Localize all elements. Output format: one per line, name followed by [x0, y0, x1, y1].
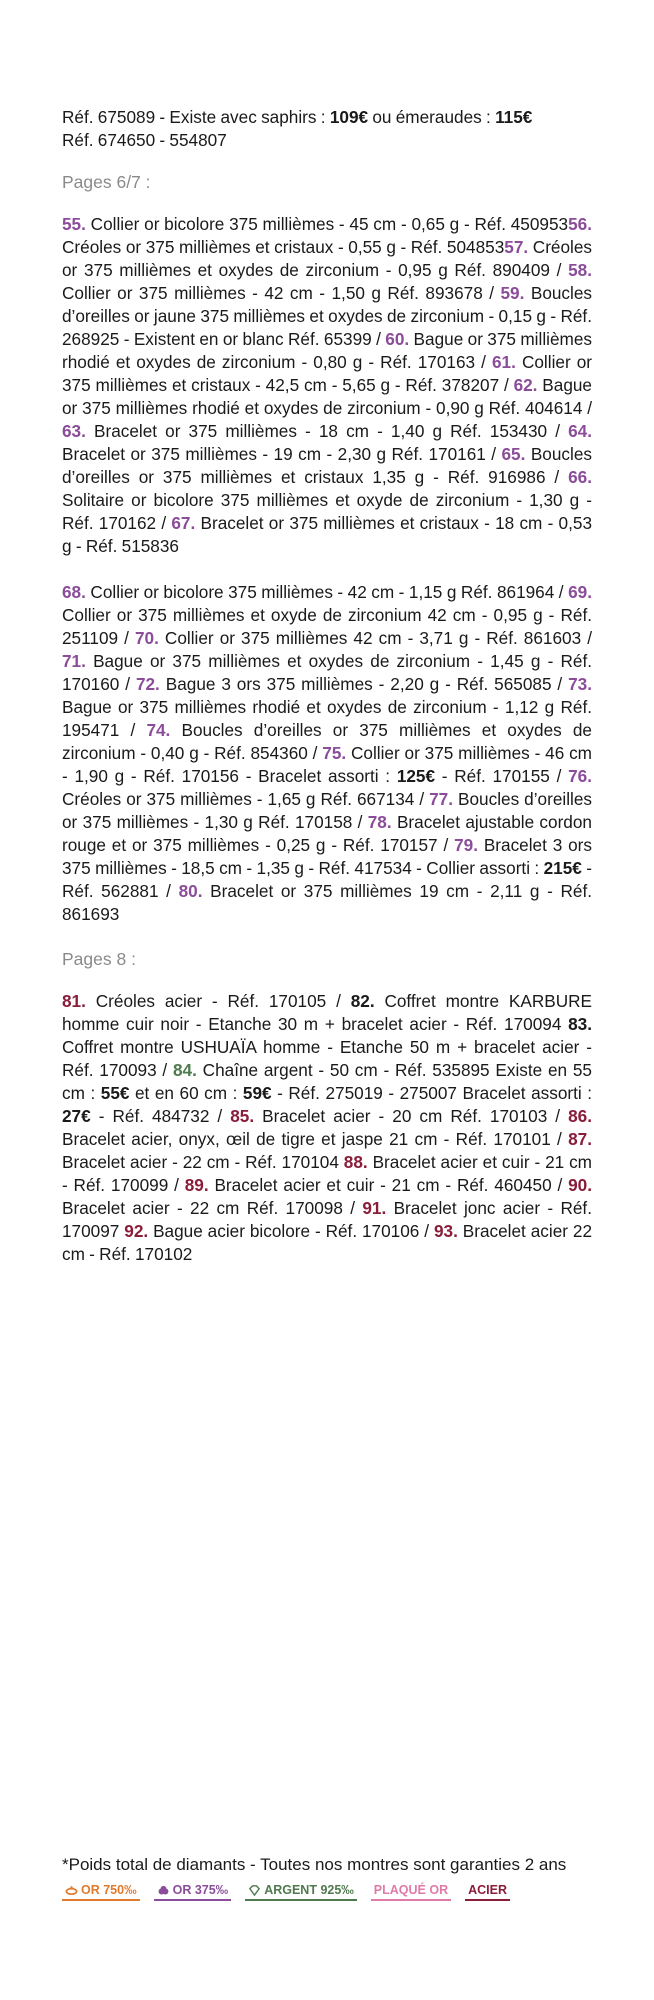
ring-icon — [65, 1885, 78, 1896]
price-emerald: 115€ — [495, 107, 533, 127]
item-description: Bague acier bicolore - Réf. 170106 / — [148, 1221, 434, 1241]
item-number: 91. — [362, 1198, 387, 1218]
item-number: 89. — [184, 1175, 209, 1195]
legend-label: OR 750‰ — [81, 1883, 137, 1897]
item-number: 60. — [385, 329, 410, 349]
item-number: 57. — [504, 237, 529, 257]
item-description: Collier or 375 millièmes et cristaux - 42,5 cm - 5,65 g - Réf. 378207 / — [62, 352, 593, 395]
item-description: Boucles d’oreilles or 375 millièmes - 1,30 g Réf. 170158 / — [62, 789, 592, 832]
intro-text: Réf. 675089 - Existe avec saphirs : — [62, 107, 330, 127]
item-description: Bracelet acier - 22 cm - Réf. 170104 — [62, 1152, 344, 1172]
item-description: Bracelet 3 ors 375 millièmes - 18,5 cm - 1,35 g - Réf. 417534 - Collier assorti : — [62, 835, 592, 878]
item-number: 86. — [568, 1106, 593, 1126]
item-description: - Réf. 484732 / — [90, 1106, 231, 1126]
legend-label: PLAQUÉ OR — [373, 1883, 449, 1897]
item-description: Bracelet ajustable cordon rouge et or 375 millièmes - 0,25 g - Réf. 170157 / — [62, 812, 592, 855]
intro-ref-line: Réf. 674650 - 554807 — [62, 130, 227, 150]
item-description: Collier or 375 millièmes - 46 cm - 1,90 g - Réf. 170156 - Bracelet assorti : — [62, 743, 592, 786]
item-price: 59€ — [242, 1083, 272, 1103]
item-number: 78. — [367, 812, 392, 832]
item-number: 93. — [433, 1221, 458, 1241]
legend-acier — [465, 1883, 510, 1901]
item-number: 67. — [171, 513, 196, 533]
item-description: Collier or bicolore 375 millièmes - 45 cm - 0,65 g - Réf. 450953 — [85, 214, 569, 234]
paragraph-pages-6-7-b — [62, 581, 592, 926]
legend-argent-925 — [245, 1883, 357, 1901]
item-description: Bracelet acier 22 cm - Réf. 170102 — [62, 1221, 593, 1264]
item-description: Bague or 375 millièmes rhodié et oxydes de zirconium - 0,80 g - Réf. 170163 / — [62, 329, 592, 372]
item-description: Bracelet or 375 millièmes - 18 cm - 1,40 g Réf. 153430 / — [85, 421, 569, 441]
footer — [62, 1855, 624, 1901]
item-number: 77. — [429, 789, 454, 809]
item-description: Créoles or 375 millièmes - 1,65 g Réf. 667134 / — [62, 789, 430, 809]
item-description: et en 60 cm : — [129, 1083, 243, 1103]
item-number: 63. — [62, 421, 86, 441]
item-number: 62. — [513, 375, 538, 395]
legend-label: ACIER — [468, 1883, 508, 1897]
item-description: - Réf. 275019 - 275007 Bracelet assorti : — [271, 1083, 592, 1103]
item-description: Boucles d’oreilles or 375 millièmes et oxydes de zirconium - 0,40 g - Réf. 854360 / — [62, 720, 592, 763]
item-description: Bague or 375 millièmes et oxydes de zirconium - 1,45 g - Réf. 170160 / — [62, 651, 592, 694]
item-description: Collier or 375 millièmes 42 cm - 3,71 g - Réf. 861603 / — [158, 628, 592, 648]
section-heading-pages-6-7: Pages 6/7 : — [62, 172, 151, 192]
paragraph-pages-6-7-a — [62, 213, 592, 558]
item-description: Créoles acier - Réf. 170105 / — [85, 991, 351, 1011]
metal-legend — [62, 1883, 624, 1901]
intro-block — [62, 106, 592, 152]
product-text-column — [62, 106, 592, 1266]
legend-or-750 — [62, 1883, 140, 1901]
gem-icon — [157, 1885, 170, 1896]
item-description: Bague or 375 millièmes rhodié et oxydes de zirconium - 1,12 g Réf. 195471 / — [62, 697, 592, 740]
item-description: Bracelet acier et cuir - 21 cm - Réf. 170099 / — [62, 1152, 593, 1195]
item-description: Collier or bicolore 375 millièmes - 42 cm - 1,15 g Réf. 861964 / — [85, 582, 569, 602]
item-description: - Réf. 562881 / — [62, 858, 592, 901]
item-description: Chaîne argent - 50 cm - Réf. 535895 Existe en 55 cm : — [62, 1060, 592, 1103]
item-description: Bracelet or 375 millièmes 19 cm - 2,11 g - Réf. 861693 — [62, 881, 593, 924]
item-number: 64. — [568, 421, 592, 441]
item-description: Collier or 375 millièmes et oxyde de zirconium 42 cm - 0,95 g - Réf. 251109 / — [62, 605, 592, 648]
item-number: 85. — [230, 1106, 255, 1126]
item-number: 81. — [62, 991, 86, 1011]
item-description: Boucles d’oreilles or 375 millièmes et cristaux 1,35 g - Réf. 916986 / — [62, 444, 592, 487]
item-number: 70. — [134, 628, 159, 648]
item-description: Coffret montre KARBURE homme cuir noir - Etanche 30 m + bracelet acier - Réf. 170094 — [62, 991, 593, 1034]
section-heading-pages-8: Pages 8 : — [62, 949, 136, 969]
item-description: Boucles d’oreilles or jaune 375 millièmes et oxydes de zirconium - 0,15 g - Réf. 268925 - Existent en or blanc Réf. 65399 / — [62, 283, 593, 349]
item-description: - Réf. 170155 / — [435, 766, 569, 786]
item-description: Bracelet jonc acier - Réf. 170097 — [62, 1198, 592, 1241]
item-price: 215€ — [543, 858, 582, 878]
item-number: 84. — [172, 1060, 197, 1080]
item-description: Solitaire or bicolore 375 millièmes et oxyde de zirconium - 1,30 g - Réf. 170162 / — [62, 490, 592, 533]
item-description: Bracelet acier et cuir - 21 cm - Réf. 460450 / — [208, 1175, 569, 1195]
item-number: 71. — [62, 651, 86, 671]
item-number: 90. — [568, 1175, 592, 1195]
item-number: 55. — [62, 214, 86, 234]
legend-label: ARGENT 925‰ — [264, 1883, 354, 1897]
item-number: 88. — [343, 1152, 368, 1172]
item-number: 74. — [146, 720, 171, 740]
diamond-icon — [248, 1885, 261, 1896]
item-number: 58. — [568, 260, 592, 280]
item-number: 87. — [568, 1129, 592, 1149]
item-description: Bracelet acier - 20 cm Réf. 170103 / — [254, 1106, 569, 1126]
item-number: 82. — [350, 991, 375, 1011]
item-description: Créoles or 375 millièmes et oxydes de zirconium - 0,95 g Réf. 890409 / — [62, 237, 593, 280]
item-number: 75. — [322, 743, 347, 763]
item-number: 56. — [568, 214, 592, 234]
paragraph-pages-8 — [62, 990, 592, 1266]
price-sapphire: 109€ — [329, 107, 369, 127]
footnote-warranty: *Poids total de diamants - Toutes nos montres sont garanties 2 ans — [62, 1855, 567, 1874]
item-number: 69. — [568, 582, 592, 602]
item-number: 59. — [500, 283, 525, 303]
item-price: 125€ — [396, 766, 436, 786]
legend-or-375 — [154, 1883, 232, 1901]
item-number: 61. — [492, 352, 516, 372]
item-price: 55€ — [100, 1083, 130, 1103]
legend-plaque-or — [371, 1883, 451, 1901]
legend-label: OR 375‰ — [172, 1883, 229, 1897]
item-description: Bague 3 ors 375 millièmes - 2,20 g - Réf. 565085 / — [159, 674, 569, 694]
item-number: 72. — [135, 674, 160, 694]
item-number: 92. — [124, 1221, 149, 1241]
intro-text: ou émeraudes : — [368, 107, 496, 127]
item-description: Coffret montre USHUAÏA homme - Etanche 50 m + bracelet acier - Réf. 170093 / — [62, 1037, 592, 1080]
item-description: Bracelet or 375 millièmes - 19 cm - 2,30 g Réf. 170161 / — [62, 444, 502, 464]
item-description: Bracelet acier - 22 cm Réf. 170098 / — [62, 1198, 363, 1218]
item-number: 68. — [62, 582, 86, 602]
item-number: 65. — [501, 444, 526, 464]
item-description: Bague or 375 millièmes rhodié et oxydes de zirconium - 0,90 g Réf. 404614 / — [62, 375, 592, 418]
item-description: Créoles or 375 millièmes et cristaux - 0,55 g - Réf. 504853 — [62, 237, 505, 257]
item-number: 76. — [568, 766, 592, 786]
item-number: 83. — [568, 1014, 592, 1034]
item-description: Bracelet or 375 millièmes et cristaux - 18 cm - 0,53 g - Réf. 515836 — [62, 513, 593, 556]
item-number: 66. — [568, 467, 592, 487]
item-description: Collier or 375 millièmes - 42 cm - 1,50 g Réf. 893678 / — [62, 283, 501, 303]
item-number: 73. — [568, 674, 592, 694]
item-number: 79. — [454, 835, 478, 855]
item-number: 80. — [178, 881, 203, 901]
item-price: 27€ — [62, 1106, 91, 1126]
item-description: Bracelet acier, onyx, œil de tigre et jaspe 21 cm - Réf. 170101 / — [62, 1129, 569, 1149]
